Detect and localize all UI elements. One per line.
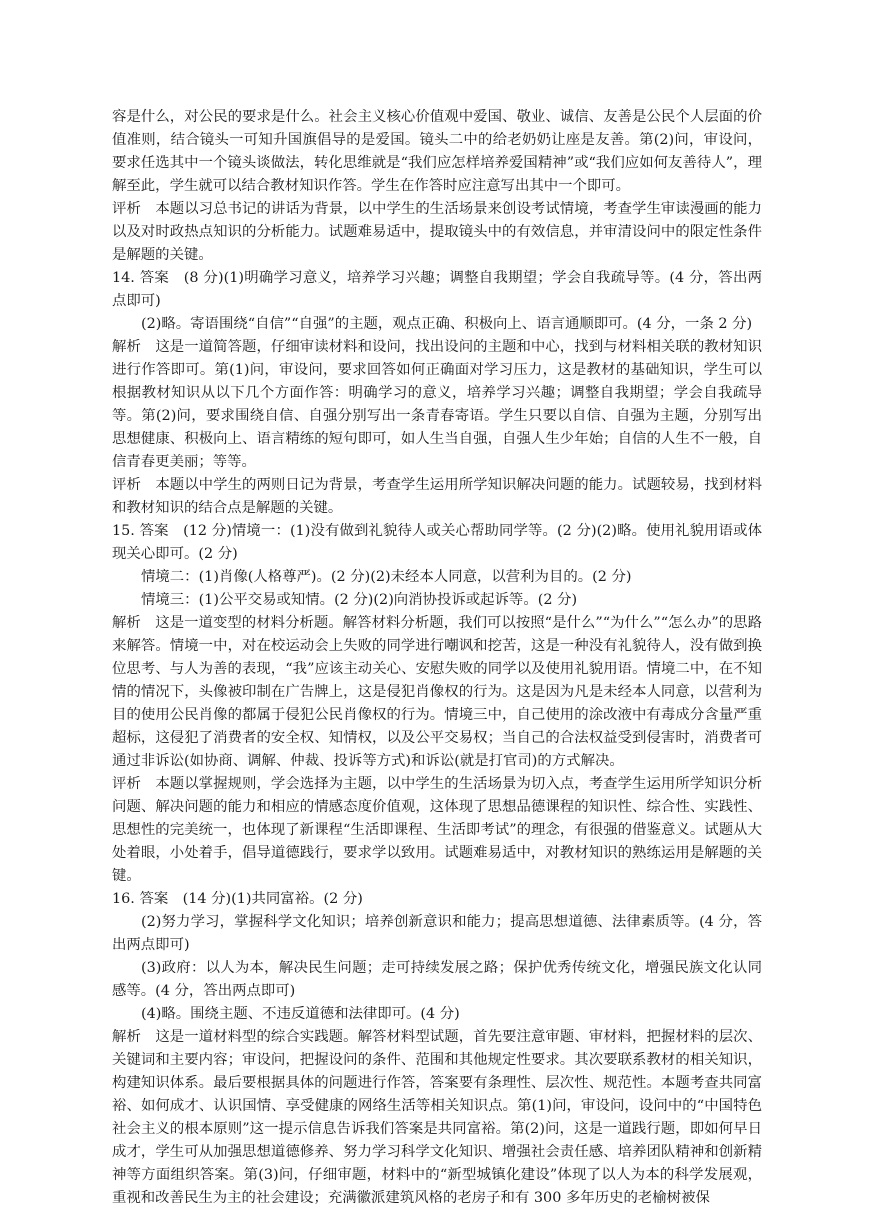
paragraph-q16-answer-1: 16. 答案 (14 分)(1)共同富裕。(2 分) [112, 891, 363, 907]
paragraph-q14-comment: 评析 本题以中学生的两则日记为背景，考查学生运用所学知识解决问题的能力。试题较易，找到材料和教材知识的结合点是解题的关键。 [112, 477, 762, 516]
answer-page [112, 106, 762, 1210]
paragraph-q15-answer-1: 15. 答案 (12 分)情境一：(1)没有做到礼貌待人或关心帮助同学等。(2 分)(2)略。使用礼貌用语或体现关心即可。(2 分) [112, 523, 762, 562]
paragraph-q15-comment: 评析 本题以掌握规则，学会选择为主题，以中学生的生活场景为切入点，考查学生运用所学知识分析问题、解决问题的能力和相应的情感态度价值观，这体现了思想品德课程的知识性、综合性、实践性、思想性的完美统一，也体现了新课程“生活即课程、生活即考试”的理念，有很强的借鉴意义。试题从大处着眼，小处着手，倡导道德践行，要求学以致用。试题难易适中，对教材知识的熟练运用是解题的关键。 [112, 776, 762, 884]
paragraph-q15-analysis: 解析 这是一道变型的材料分析题。解答材料分析题，我们可以按照“是什么”“为什么”“怎么办”的思路来解答。情境一中，对在校运动会上失败的同学进行嘲讽和挖苦，这是一种没有礼貌待人，没有做到换位思考、与人为善的表现，“我”应该主动关心、安慰失败的同学以及使用礼貌用语。情境二中，在不知情的情况下，头像被印制在广告牌上，这是侵犯肖像权的行为。这是因为凡是未经本人同意，以营利为目的使用公民肖像的都属于侵犯公民肖像权的行为。情境三中，自己使用的涂改液中有毒成分含量严重超标，这侵犯了消费者的安全权、知情权，以及公平交易权；当自己的合法权益受到侵害时，消费者可通过非诉讼(如协商、调解、仲裁、投诉等方式)和诉讼(就是打官司)的方式解决。 [112, 615, 762, 769]
paragraph-q14-answer-1: 14. 答案 (8 分)(1)明确学习意义，培养学习兴趣；调整自我期望；学会自我疏导等。(4 分，答出两点即可) [112, 270, 762, 309]
paragraph-q15-answer-3: 情境三：(1)公平交易或知情。(2 分)(2)向消协投诉或起诉等。(2 分) [141, 592, 578, 608]
paragraph-q15-answer-2: 情境二：(1)肖像(人格尊严)。(2 分)(2)未经本人同意，以营利为目的。(2 分) [141, 569, 632, 585]
paragraph-q14-answer-2: (2)略。寄语围绕“自信”“自强”的主题，观点正确、积极向上、语言通顺即可。(4 分，一条 2 分) [141, 316, 753, 332]
paragraph-q14-analysis: 解析 这是一道简答题，仔细审读材料和设问，找出设问的主题和中心，找到与材料相关联的教材知识进行作答即可。第(1)问，审设问，要求回答如何正确面对学习压力，这是教材的基础知识，学生可以根据教材知识从以下几个方面作答：明确学习的意义，培养学习兴趣；调整自我期望；学会自我疏导等。第(2)问，要求围绕自信、自强分别写出一条青春寄语。学生只要以自信、自强为主题，分别写出思想健康、积极向上、语言精练的短句即可，如人生当自强，自强人生少年始；自信的人生不一般，自信青春更美丽；等等。 [112, 339, 762, 470]
paragraph-q16-answer-3: (3)政府：以人为本，解决民生问题；走可持续发展之路；保护优秀传统文化，增强民族文化认同感等。(4 分，答出两点即可) [112, 960, 762, 999]
paragraph-q13-analysis-cont: 容是什么，对公民的要求是什么。社会主义核心价值观中爱国、敬业、诚信、友善是公民个人层面的价值准则，结合镜头一可知升国旗倡导的是爱国。镜头二中的给老奶奶让座是友善。第(2)问，审设问，要求任选其中一个镜头谈做法，转化思维就是“我们应怎样培养爱国精神”或“我们应如何友善待人”，理解至此，学生就可以结合教材知识作答。学生在作答时应注意写出其中一个即可。 [112, 109, 762, 194]
paragraph-q16-answer-4: (4)略。围绕主题、不违反道德和法律即可。(4 分) [141, 1006, 460, 1022]
paragraph-q13-comment: 评析 本题以习总书记的讲话为背景，以中学生的生活场景来创设考试情境，考查学生审读漫画的能力以及对时政热点知识的分析能力。试题难易适中，提取镜头中的有效信息，并审清设问中的限定性条件是解题的关键。 [112, 201, 762, 263]
paragraph-q16-analysis: 解析 这是一道材料型的综合实践题。解答材料型试题，首先要注意审题、审材料，把握材料的层次、关键词和主要内容；审设问，把握设问的条件、范围和其他规定性要求。其次要联系教材的相关知识，构建知识体系。最后要根据具体的问题进行作答，答案要有条理性、层次性、规范性。本题考查共同富裕、如何成才、认识国情、享受健康的网络生活等相关知识点。第(1)问，审设问，设问中的“中国特色社会主义的根本原则”这一提示信息告诉我们答案是共同富裕。第(2)问，这是一道践行题，即如何早日成才，学生可从加强思想道德修养、努力学习科学文化知识、增强社会责任感、培养团队精神和创新精神等方面组织答案。第(3)问，仔细审题，材料中的“新型城镇化建设”体现了以人为本的科学发展观，重视和改善民生为主的社会建设；充满徽派建筑风格的老房子和有 300 多年历史的老榆树被保 [112, 1029, 762, 1206]
paragraph-q16-answer-2: (2)努力学习，掌握科学文化知识；培养创新意识和能力；提高思想道德、法律素质等。(4 分，答出两点即可) [112, 914, 762, 953]
